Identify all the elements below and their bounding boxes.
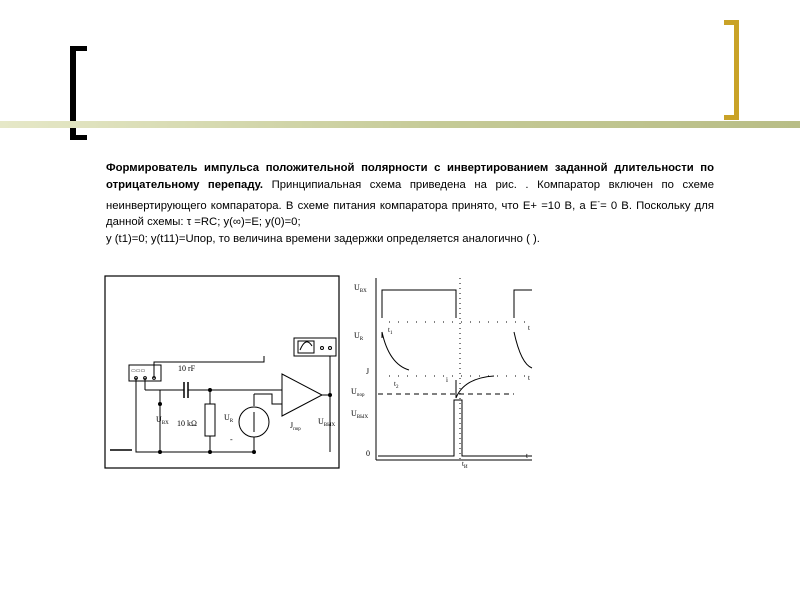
plot-label-zero: 0 <box>366 449 370 458</box>
capacitor-label: 10 rF <box>178 364 196 373</box>
node-dot-1 <box>208 388 212 392</box>
paragraph-main <box>106 160 714 231</box>
plot-label-j: J <box>366 367 370 376</box>
text-continuation: Принципиальная схема приведена на рис. . Компаратор включен по схеме неинвертирующего компаратора. В схеме питания компаратора принято, что Е+ =10 В, а Е <box>106 178 714 212</box>
plot-label-t1: $t_1$ <box>388 326 393 336</box>
generator-icons: ▭▭▭ <box>131 369 146 374</box>
plot-label-t-right-3: t <box>526 452 528 460</box>
minus-sign: - <box>230 435 233 444</box>
plot-label-u-r: $U_R$ <box>354 331 364 342</box>
input-pulse-2 <box>514 290 532 318</box>
node-dot-5 <box>252 450 256 454</box>
plot-label-tu: $t_И$ <box>462 460 468 470</box>
j-label: $J_{пор}$ <box>290 421 301 432</box>
wire-ground <box>136 378 254 452</box>
bold-heading: Формирователь импульса положительной полярности с инвертированием заданной длительности по отрицательному перепаду. <box>106 162 714 191</box>
ur-decay-1 <box>382 332 409 370</box>
circuit-figure <box>104 272 534 472</box>
plot-label-u-in: $U_{BX}$ <box>354 283 367 294</box>
u-r-label: $U_R$ <box>224 413 234 424</box>
ur-negative-recovery <box>456 376 494 398</box>
left-bracket-top <box>70 46 87 51</box>
u-in-label: $U_{BX}$ <box>156 415 169 426</box>
resistor <box>205 404 215 436</box>
ur-decay-2 <box>514 332 532 368</box>
right-bracket-bottom <box>724 115 739 120</box>
wire-top <box>154 356 264 378</box>
input-pulse-1 <box>382 290 456 318</box>
text-ending: = 0 В. Поскольку для данной схемы: τ =RC; y(∞)=E; y(0)=0; <box>106 199 714 229</box>
figure-svg <box>104 272 534 472</box>
horizontal-rule <box>0 121 800 128</box>
plot-label-u-out: $U_{BЫX}$ <box>351 409 369 420</box>
output-pulse <box>378 400 532 456</box>
plot-label-t-right-2: t <box>528 374 530 382</box>
right-bracket-top <box>724 20 739 25</box>
right-bracket-vertical <box>734 20 739 120</box>
wire-out-to-scope <box>322 356 330 395</box>
plot-label-u-por: $U_{пор}$ <box>351 387 365 398</box>
node-dot-2 <box>208 450 212 454</box>
paragraph-second: y (t1)=0; y(t11)=Uпор, то величина времени задержки определяется аналогично ( ). <box>106 232 540 245</box>
description-text <box>106 160 714 248</box>
left-bracket-bottom <box>70 135 87 140</box>
wire-source-to-opamp <box>254 394 282 404</box>
plot-label-t2: $t_2$ <box>394 380 399 390</box>
plot-label-t-right-1: t <box>528 324 530 332</box>
u-out-label: $U_{BЫX}$ <box>318 417 336 428</box>
plot-label-i: i <box>446 376 448 384</box>
superscript-minus: - <box>597 196 601 206</box>
op-amp <box>282 374 322 416</box>
resistor-label: 10 kΩ <box>177 419 197 428</box>
